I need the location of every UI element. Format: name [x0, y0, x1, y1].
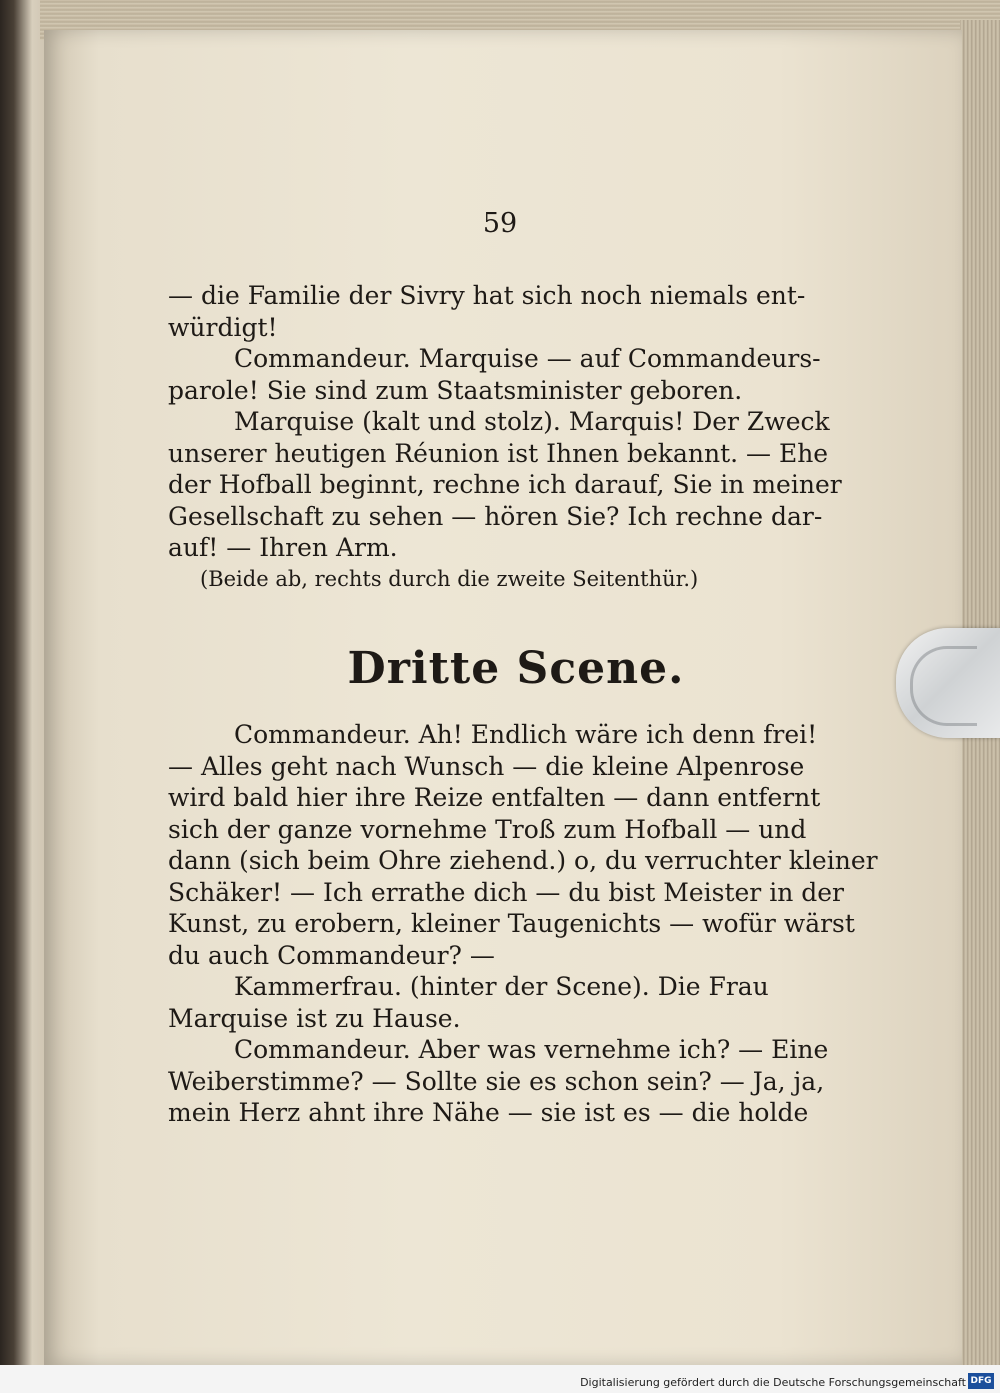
- text-line: Kunst, zu erobern, kleiner Taugenichts — wofür wärst: [168, 909, 855, 938]
- text-line: auf! — Ihren Arm.: [168, 533, 398, 562]
- text-line: parole! Sie sind zum Staatsminister geboren.: [168, 375, 743, 405]
- dfg-logo: DFG: [968, 1373, 994, 1389]
- page-clip: [896, 628, 1000, 738]
- scene-heading: Dritte Scene.: [347, 643, 685, 694]
- text-after-heading: [168, 719, 878, 1129]
- text-line: Marquise (kalt und stolz). Marquis! Der Zweck: [234, 407, 830, 436]
- text-line: — Alles geht nach Wunsch — die kleine Alpenrose: [168, 751, 805, 781]
- text-line: würdigt!: [168, 312, 278, 342]
- text-line: der Hofball beginnt, rechne ich darauf, Sie in meiner: [168, 470, 842, 499]
- text-line: Marquise ist zu Hause.: [168, 1003, 461, 1033]
- text-line: dann (sich beim Ohre ziehend.) o, du verruchter kleiner: [168, 846, 878, 875]
- text-line: — die Familie der Sivry hat sich noch niemals ent-: [168, 281, 806, 310]
- text-line: unserer heutigen Réunion ist Ihnen bekannt. — Ehe: [168, 438, 829, 468]
- stage-direction: (Beide ab, rechts durch die zweite Seitenthür.): [200, 566, 699, 591]
- text-line: Commandeur. Ah! Endlich wäre ich denn frei!: [234, 720, 818, 749]
- text-before-heading: [168, 280, 864, 564]
- text-line: Commandeur. Marquise — auf Commandeurs-: [234, 344, 821, 373]
- digitization-credit: Digitalisierung gefördert durch die Deutsche Forschungsgemeinschaft: [580, 1376, 966, 1389]
- text-line: Gesellschaft zu sehen — hören Sie? Ich rechne dar-: [168, 501, 823, 531]
- text-line: mein Herz ahnt ihre Nähe — sie ist es — die holde: [168, 1098, 809, 1127]
- page-number: 59: [482, 208, 518, 239]
- text-line: sich der ganze vornehme Troß zum Hofball — und: [168, 814, 807, 844]
- text-line: du auch Commandeur? —: [168, 940, 495, 970]
- text-line: Commandeur. Aber was vernehme ich? — Eine: [234, 1035, 829, 1064]
- text-line: Weiberstimme? — Sollte sie es schon sein? — Ja, ja,: [168, 1066, 825, 1096]
- text-line: wird bald hier ihre Reize entfalten — dann entfernt: [168, 783, 821, 812]
- page-text: [168, 280, 878, 1129]
- text-line: Schäker! — Ich errathe dich — du bist Meister in der: [168, 877, 845, 907]
- text-line: Kammerfrau. (hinter der Scene). Die Frau: [234, 972, 769, 1001]
